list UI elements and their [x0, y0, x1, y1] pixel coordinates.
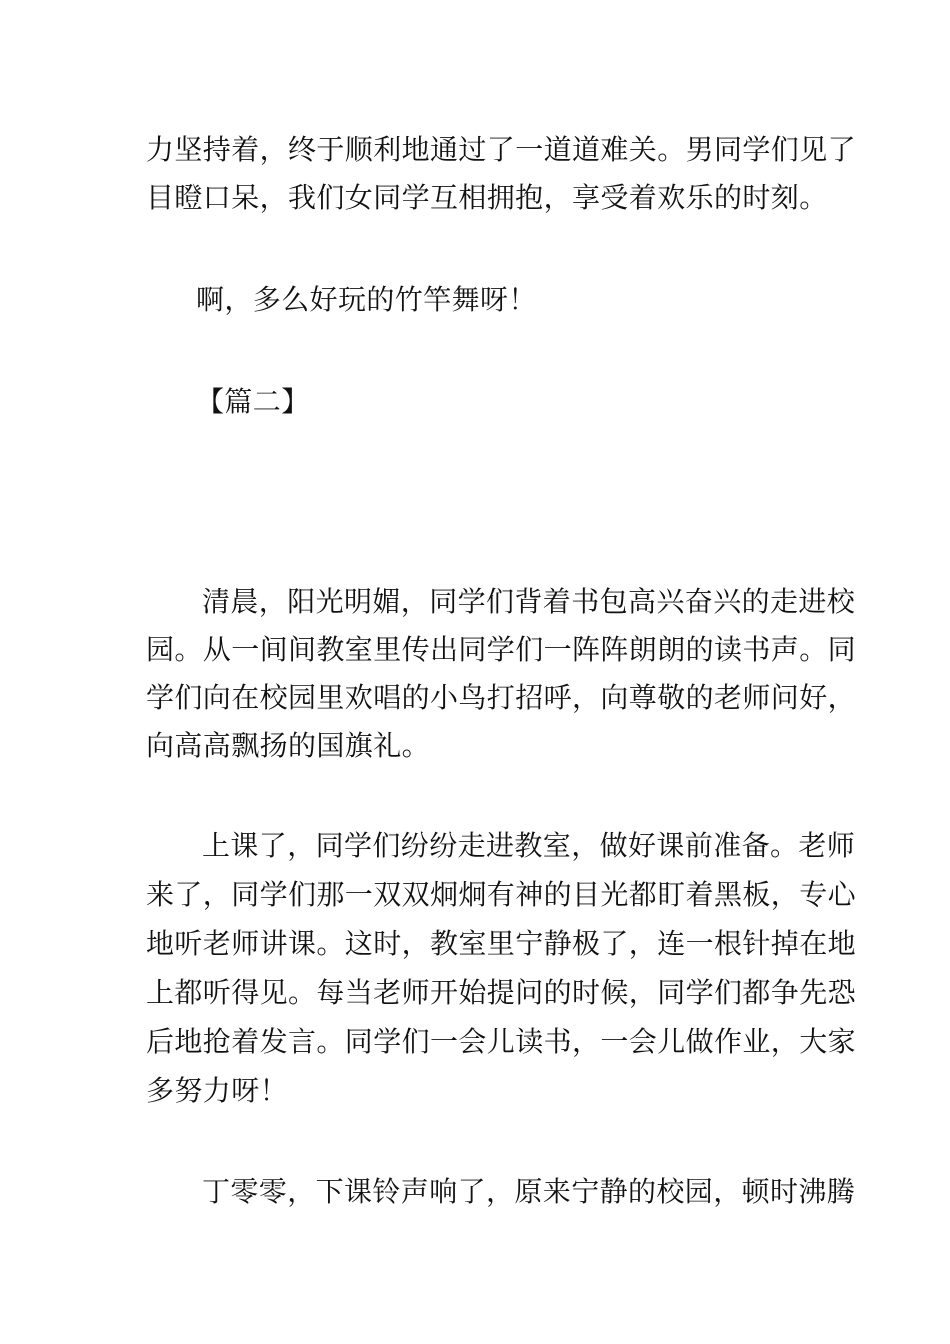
paragraph-line: 清晨，阳光明媚，同学们背着书包高兴奋兴的走进校: [202, 585, 856, 618]
paragraph-line: 学们向在校园里欢唱的小鸟打招呼，向尊敬的老师问好，: [146, 681, 857, 714]
paragraph-line: 向高高飘扬的国旗礼。: [146, 729, 431, 762]
paragraph-line: 来了，同学们那一双双炯炯有神的目光都盯着黑板，专心: [146, 878, 857, 911]
paragraph-line: 园。从一间间教室里传出同学们一阵阵朗朗的读书声。同: [146, 633, 857, 666]
paragraph-line: 丁零零，下课铃声响了，原来宁静的校园，顿时沸腾: [202, 1175, 856, 1208]
paragraph-line: 目瞪口呆，我们女同学互相拥抱，享受着欢乐的时刻。: [146, 181, 828, 214]
section-heading: 【篇二】: [196, 385, 310, 418]
paragraph-line: 啊，多么好玩的竹竿舞呀！: [196, 283, 537, 316]
paragraph-line: 上课了，同学们纷纷走进教室，做好课前准备。老师: [202, 829, 856, 862]
paragraph-line: 上都听得见。每当老师开始提问的时候，同学们都争先恐: [146, 976, 857, 1009]
paragraph-line: 地听老师讲课。这时，教室里宁静极了，连一根针掉在地: [146, 927, 857, 960]
paragraph-line: 后地抢着发言。同学们一会儿读书，一会儿做作业，大家: [146, 1025, 857, 1058]
paragraph-line: 力坚持着，终于顺利地通过了一道道难关。男同学们见了: [146, 133, 857, 166]
paragraph-line: 多努力呀！: [146, 1074, 289, 1107]
